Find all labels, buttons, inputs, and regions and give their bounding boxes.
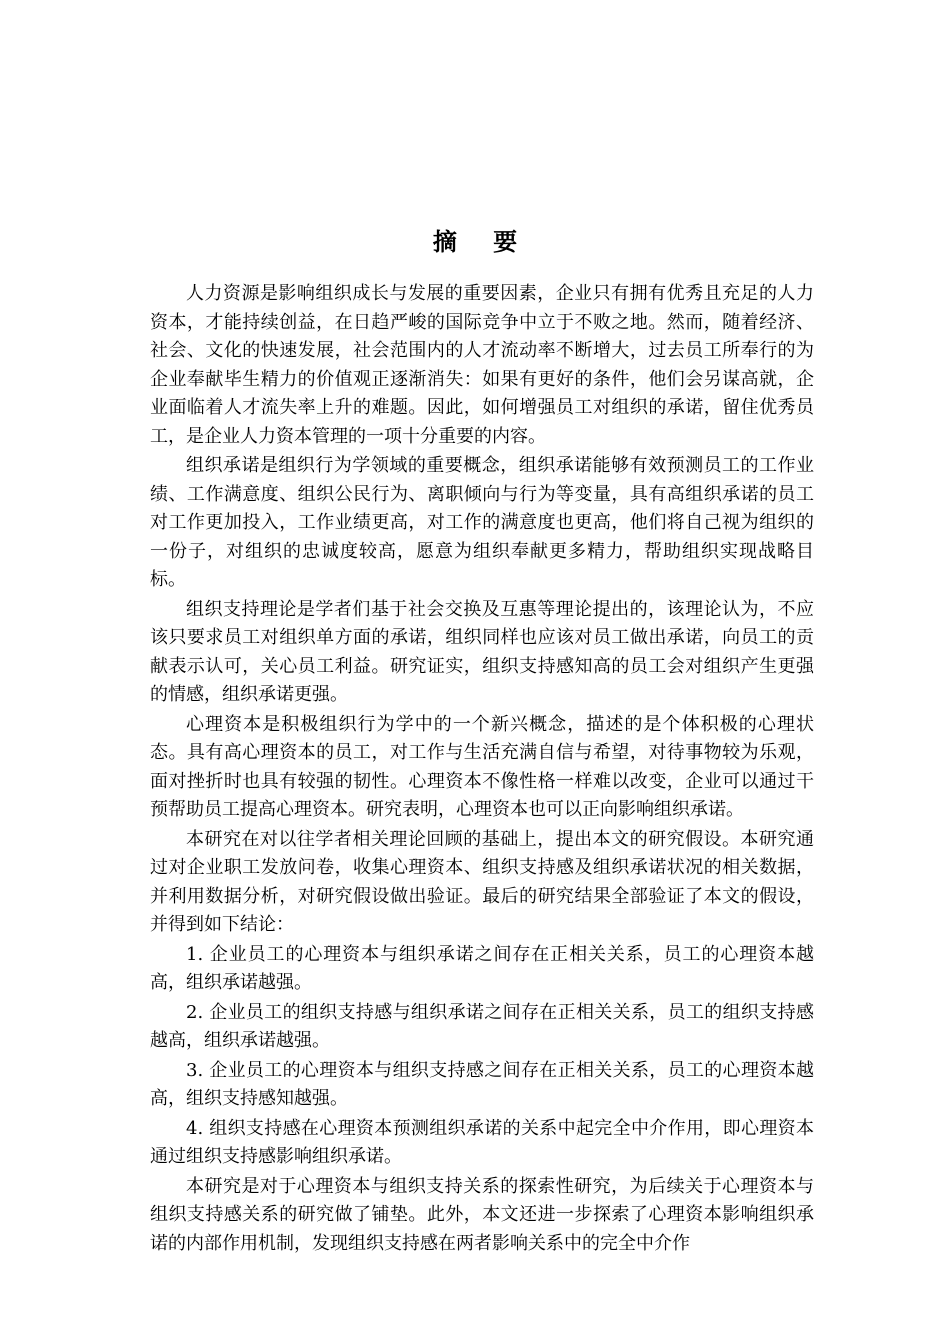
conclusion-item-3: 3. 企业员工的心理资本与组织支持感之间存在正相关关系，员工的心理资本越高，组织支持感知越强。 — [150, 1059, 814, 1109]
paragraph-organizational-support-theory: 组织支持理论是学者们基于社会交换及互惠等理论提出的，该理论认为，不应该只要求员工对组织单方面的承诺，组织同样也应该对员工做出承诺，向员工的贡献表示认可，关心员工利益。研究证实，组织支持感知高的员工会对组织产生更强的情感，组织承诺更强。 — [150, 598, 814, 705]
paragraph-significance: 本研究是对于心理资本与组织支持关系的探索性研究，为后续关于心理资本与组织支持感关系的研究做了铺垫。此外，本文还进一步探索了心理资本影响组织承诺的内部作用机制，发现组织支持感在两者影响关系中的完全中介作 — [150, 1175, 814, 1254]
paragraph-psychological-capital: 心理资本是积极组织行为学中的一个新兴概念，描述的是个体积极的心理状态。具有高心理资本的员工，对工作与生活充满自信与希望，对待事物较为乐观，面对挫折时也具有较强的韧性。心理资本不像性格一样难以改变，企业可以通过干预帮助员工提高心理资本。研究表明，心理资本也可以正向影响组织承诺。 — [150, 713, 814, 820]
paragraph-research-method: 本研究在对以往学者相关理论回顾的基础上，提出本文的研究假设。本研究通过对企业职工发放问卷，收集心理资本、组织支持感及组织承诺状况的相关数据，并利用数据分析，对研究假设做出验证。最后的研究结果全部验证了本文的假设，并得到如下结论： — [150, 828, 814, 935]
conclusion-item-4: 4. 组织支持感在心理资本预测组织承诺的关系中起完全中介作用，即心理资本通过组织支持感影响组织承诺。 — [150, 1117, 814, 1167]
abstract-title: 摘 要 — [432, 228, 532, 256]
conclusion-item-1: 1. 企业员工的心理资本与组织承诺之间存在正相关关系，员工的心理资本越高，组织承诺越强。 — [150, 943, 814, 993]
paragraph-intro-human-resources: 人力资源是影响组织成长与发展的重要因素，企业只有拥有优秀且充足的人力资本，才能持续创益，在日趋严峻的国际竞争中立于不败之地。然而，随着经济、社会、文化的快速发展，社会范围内的人才流动率不断增大，过去员工所奉行的为企业奉献毕生精力的价值观正逐渐消失：如果有更好的条件，他们会另谋高就，企业面临着人才流失率上升的难题。因此，如何增强员工对组织的承诺，留住优秀员工，是企业人力资本管理的一项十分重要的内容。 — [150, 283, 814, 447]
abstract-body — [150, 280, 814, 1259]
paragraph-organizational-commitment: 组织承诺是组织行为学领域的重要概念，组织承诺能够有效预测员工的工作业绩、工作满意度、组织公民行为、离职倾向与行为等变量，具有高组织承诺的员工对工作更加投入，工作业绩更高，对工作的满意度也更高，他们将自己视为组织的一份子，对组织的忠诚度较高，愿意为组织奉献更多精力，帮助组织实现战略目标。 — [150, 455, 814, 590]
conclusion-item-2: 2. 企业员工的组织支持感与组织承诺之间存在正相关关系，员工的组织支持感越高，组织承诺越强。 — [150, 1001, 814, 1051]
